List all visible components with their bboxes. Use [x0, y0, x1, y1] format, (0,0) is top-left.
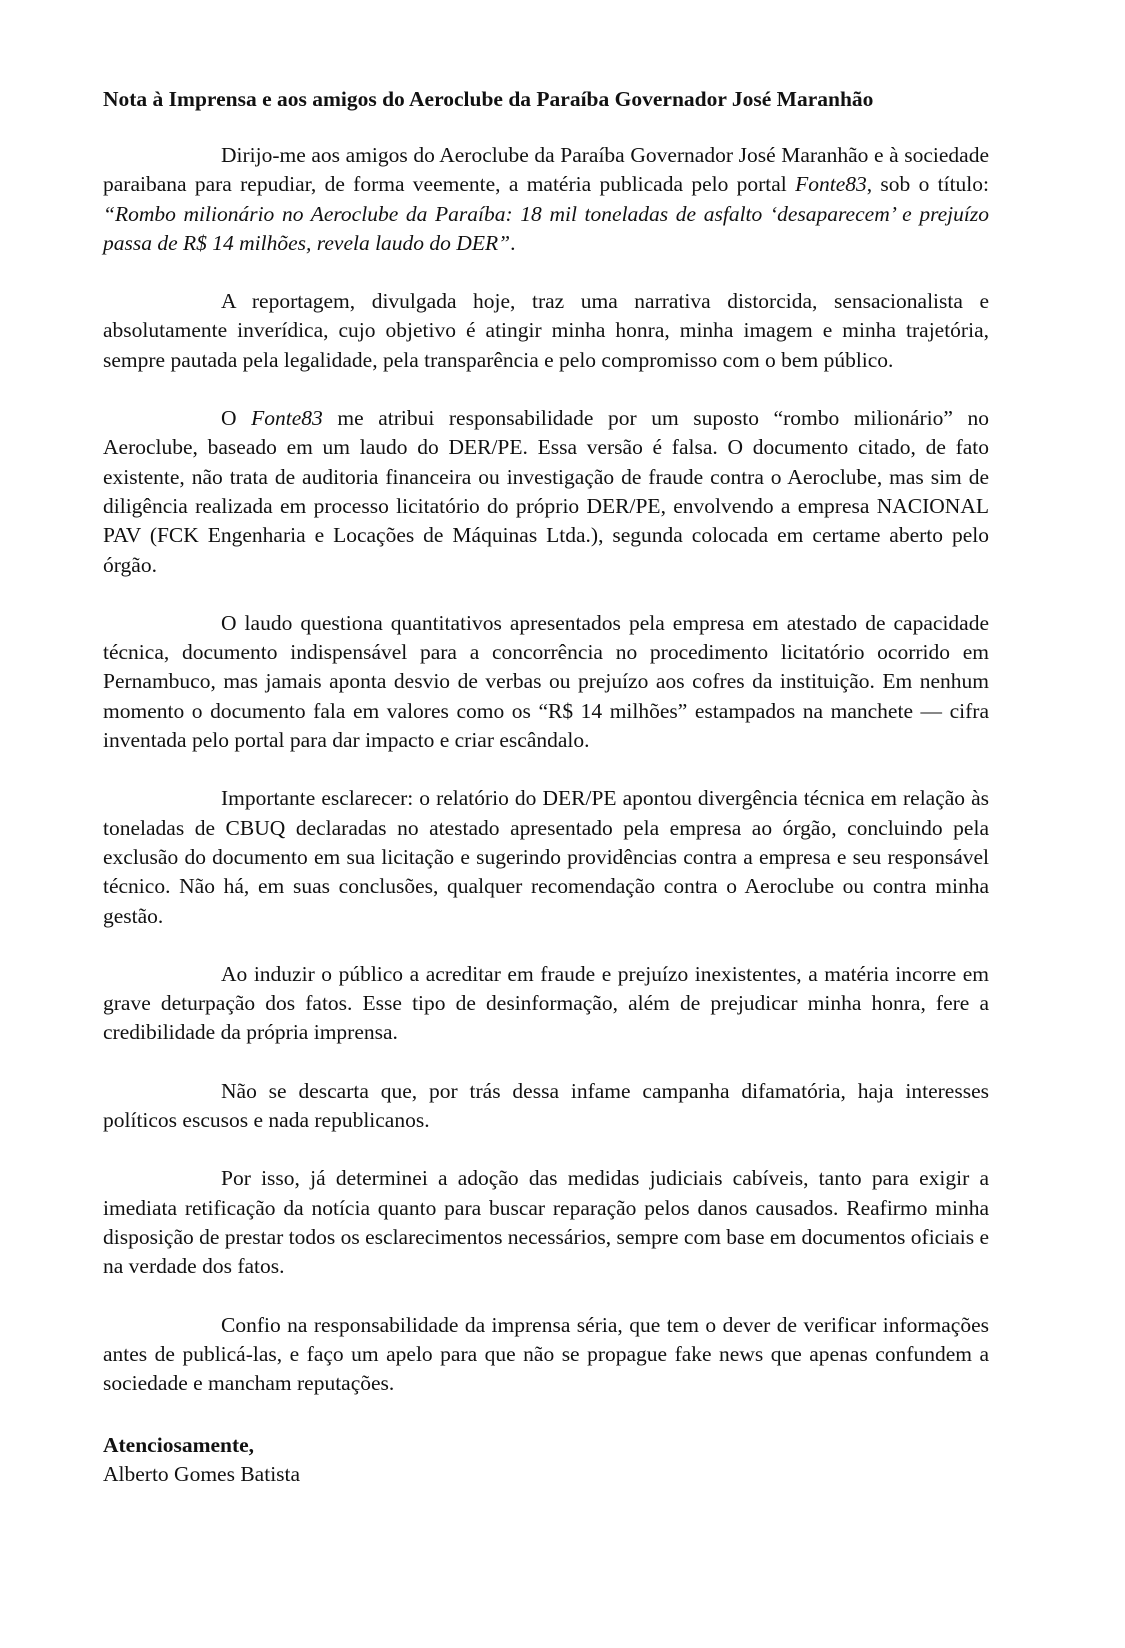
salutation: Atenciosamente,: [103, 1433, 255, 1458]
paragraph-text: .: [510, 230, 516, 255]
paragraph-text: Não se descarta que, por trás dessa infame campanha difamatória, haja interesses políticos escusos e nada republicanos.: [103, 1078, 989, 1133]
paragraph-text: me atribui responsabilidade por um suposto “rombo milionário” no Aeroclube, baseado em um laudo do DER/PE. Essa versão é falsa. O documento citado, de fato existente, não trata de auditoria financeira ou investigação de fraude contra o Aeroclube, mas sim de diligência realizada em processo licitatório do próprio DER/PE, envolvendo a empresa NACIONAL PAV (FCK Engenharia e Locações de Máquinas Ltda.), segunda colocada em certame aberto pelo órgão.: [103, 406, 989, 577]
publication-name: Fonte83: [251, 406, 323, 431]
paragraph-9: [103, 1311, 989, 1399]
signature-name: Alberto Gomes Batista: [103, 1462, 301, 1487]
paragraph-7: [103, 1077, 989, 1136]
paragraph-5: [103, 784, 989, 930]
paragraph-text: Importante esclarecer: o relatório do DER/PE apontou divergência técnica em relação às toneladas de CBUQ declaradas no atestado apresentado pela empresa ao órgão, concluindo pela exclusão do documento em sua licitação e sugerindo providências contra a empresa e seu responsável técnico. Não há, em suas conclusões, qualquer recomendação contra o Aeroclube ou contra minha gestão.: [103, 786, 989, 928]
paragraph-text: Ao induzir o público a acreditar em fraude e prejuízo inexistentes, a matéria incorre em grave deturpação dos fatos. Esse tipo de desinformação, além de prejudicar minha honra, fere a credibilidade da própria imprensa.: [103, 961, 989, 1045]
paragraph-8: [103, 1164, 989, 1281]
publication-name: Fonte83: [795, 172, 867, 197]
document-title: Nota à Imprensa e aos amigos do Aeroclube da Paraíba Governador José Maranhão: [103, 87, 874, 111]
paragraph-text: A reportagem, divulgada hoje, traz uma narrativa distorcida, sensacionalista e absolutamente inverídica, cujo objetivo é atingir minha honra, minha imagem e minha trajetória, sempre pautada pela legalidade, pela transparência e pelo compromisso com o bem público.: [103, 289, 989, 372]
paragraph-text: O laudo questiona quantitativos apresentados pela empresa em atestado de capacidade técnica, documento indispensável para a concorrência no procedimento licitatório ocorrido em Pernambuco, mas jamais aponta desvio de verbas ou prejuízo aos cofres da instituição. Em nenhum momento o documento fala em valores como os “R$ 14 milhões” estampados na manchete — cifra inventada pelo portal para dar impacto e criar escândalo.: [103, 610, 989, 753]
closing-block: [103, 1431, 989, 1489]
paragraph-6: [103, 960, 989, 1048]
paragraph-1: [103, 141, 989, 258]
document-page: [103, 84, 989, 1489]
paragraph-4: [103, 609, 989, 755]
paragraph-text: Confio na responsabilidade da imprensa séria, que tem o dever de verificar informações antes de publicá-las, e faço um apelo para que não se propague fake news que apenas confundem a sociedade e mancham reputações.: [103, 1312, 989, 1396]
paragraph-text: Dirijo-me aos amigos do Aeroclube da Paraíba Governador José Maranhão e à sociedade paraibana para repudiar, de forma veemente, a matéria publicada pelo portal: [103, 143, 989, 197]
paragraph-3: [103, 404, 989, 580]
paragraph-text: O: [221, 406, 252, 431]
paragraph-2: [103, 287, 989, 375]
quoted-headline: “Rombo milionário no Aeroclube da Paraíba: 18 mil toneladas de asfalto ‘desaparecem’ e prejuízo passa de R$ 14 milhões, revela laudo do DER”: [103, 201, 989, 255]
paragraph-text: , sob o título:: [866, 172, 990, 197]
paragraph-text: Por isso, já determinei a adoção das medidas judiciais cabíveis, tanto para exigir a imediata retificação da notícia quanto para buscar reparação pelos danos causados. Reafirmo minha disposição de prestar todos os esclarecimentos necessários, sempre com base em documentos oficiais e na verdade dos fatos.: [103, 1166, 990, 1279]
